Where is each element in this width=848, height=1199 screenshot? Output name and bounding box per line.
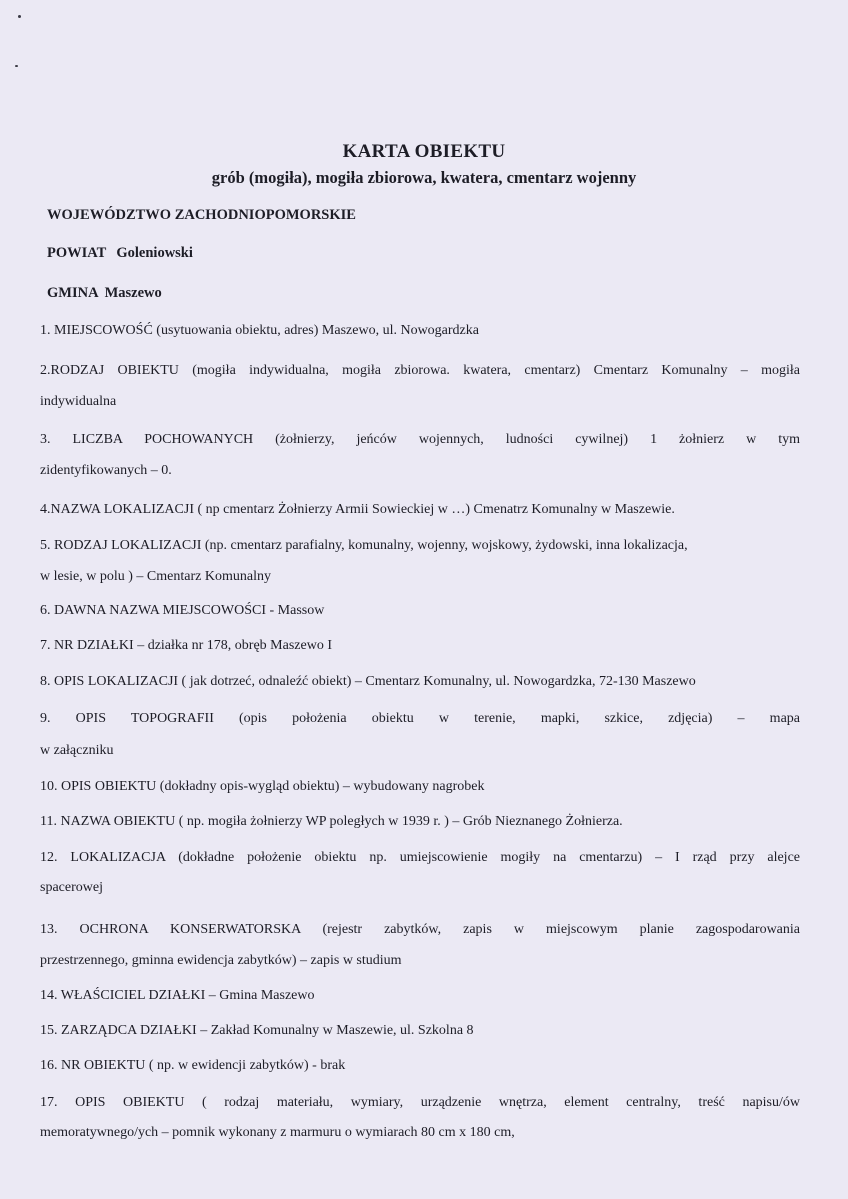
item-12-continuation: spacerowej	[40, 880, 103, 895]
item-1-line: 1. MIEJSCOWOŚĆ (usytuowania obiektu, adres) Maszewo, ul. Nowogardzka	[40, 323, 479, 338]
voivodeship-heading: WOJEWÓDZTWO ZACHODNIOPOMORSKIE	[47, 207, 356, 223]
item-5-line: 5. RODZAJ LOKALIZACJI (np. cmentarz parafialny, komunalny, wojenny, wojskowy, żydowski, inna lokalizacja,	[40, 538, 688, 553]
item-12-line: 12. LOKALIZACJA (dokładne położenie obiektu np. umiejscowienie mogiły na cmentarzu) – I rząd przy alejce	[40, 850, 800, 865]
item-3-continuation: zidentyfikowanych – 0.	[40, 463, 172, 478]
item-11-line: 11. NAZWA OBIEKTU ( np. mogiła żołnierzy WP poległych w 1939 r. ) – Grób Nieznanego Żołnierza.	[40, 814, 623, 829]
item-9-line: 9. OPIS TOPOGRAFII (opis położenia obiektu w terenie, mapki, szkice, zdjęcia) – mapa	[40, 711, 800, 726]
document-subtitle: grób (mogiła), mogiła zbiorowa, kwatera, cmentarz wojenny	[211, 168, 637, 187]
item-5-continuation: w lesie, w polu ) – Cmentarz Komunalny	[40, 569, 271, 584]
commune-label: GMINA	[47, 285, 99, 301]
item-13-continuation: przestrzennego, gminna ewidencja zabytków) – zapis w studium	[40, 953, 402, 968]
scan-speck	[15, 65, 18, 67]
item-17-continuation: memoratywnego/ych – pomnik wykonany z marmuru o wymiarach 80 cm x 180 cm,	[40, 1125, 515, 1140]
item-2-line: 2.RODZAJ OBIEKTU (mogiła indywidualna, mogiła zbiorowa. kwatera, cmentarz) Cmentarz Komunalny – mogiła	[40, 363, 800, 378]
item-2-continuation: indywidualna	[40, 394, 117, 409]
item-9-continuation: w załączniku	[40, 743, 114, 758]
commune-heading	[47, 285, 162, 302]
item-7-line: 7. NR DZIAŁKI – działka nr 178, obręb Maszewo I	[40, 638, 332, 653]
item-3-line: 3. LICZBA POCHOWANYCH (żołnierzy, jeńców wojennych, ludności cywilnej) 1 żołnierz w tym	[40, 432, 800, 447]
item-17-line: 17. OPIS OBIEKTU ( rodzaj materiału, wymiary, urządzenie wnętrza, element centralny, treść napisu/ów	[40, 1095, 800, 1110]
item-16-line: 16. NR OBIEKTU ( np. w ewidencji zabytków) - brak	[40, 1058, 346, 1073]
item-13-line: 13. OCHRONA KONSERWATORSKA (rejestr zabytków, zapis w miejscowym planie zagospodarowania	[40, 922, 800, 937]
item-10-line: 10. OPIS OBIEKTU (dokładny opis-wygląd obiektu) – wybudowany nagrobek	[40, 779, 485, 794]
item-4-line: 4.NAZWA LOKALIZACJI ( np cmentarz Żołnierzy Armii Sowieckiej w …) Cmenatrz Komunalny w Maszewie.	[40, 502, 675, 517]
county-label: POWIAT	[47, 245, 107, 261]
county-heading	[47, 245, 193, 262]
item-14-line: 14. WŁAŚCICIEL DZIAŁKI – Gmina Maszewo	[40, 988, 315, 1003]
document-title: KARTA OBIEKTU	[342, 141, 506, 162]
county-value: Goleniowski	[116, 245, 193, 261]
scan-speck	[18, 15, 21, 18]
item-8-line: 8. OPIS LOKALIZACJI ( jak dotrzeć, odnaleźć obiekt) – Cmentarz Komunalny, ul. Nowogardzka, 72-130 Maszewo	[40, 674, 696, 689]
commune-value: Maszewo	[104, 285, 162, 301]
item-6-line: 6. DAWNA NAZWA MIEJSCOWOŚCI - Massow	[40, 603, 325, 618]
item-15-line: 15. ZARZĄDCA DZIAŁKI – Zakład Komunalny w Maszewie, ul. Szkolna 8	[40, 1023, 474, 1038]
